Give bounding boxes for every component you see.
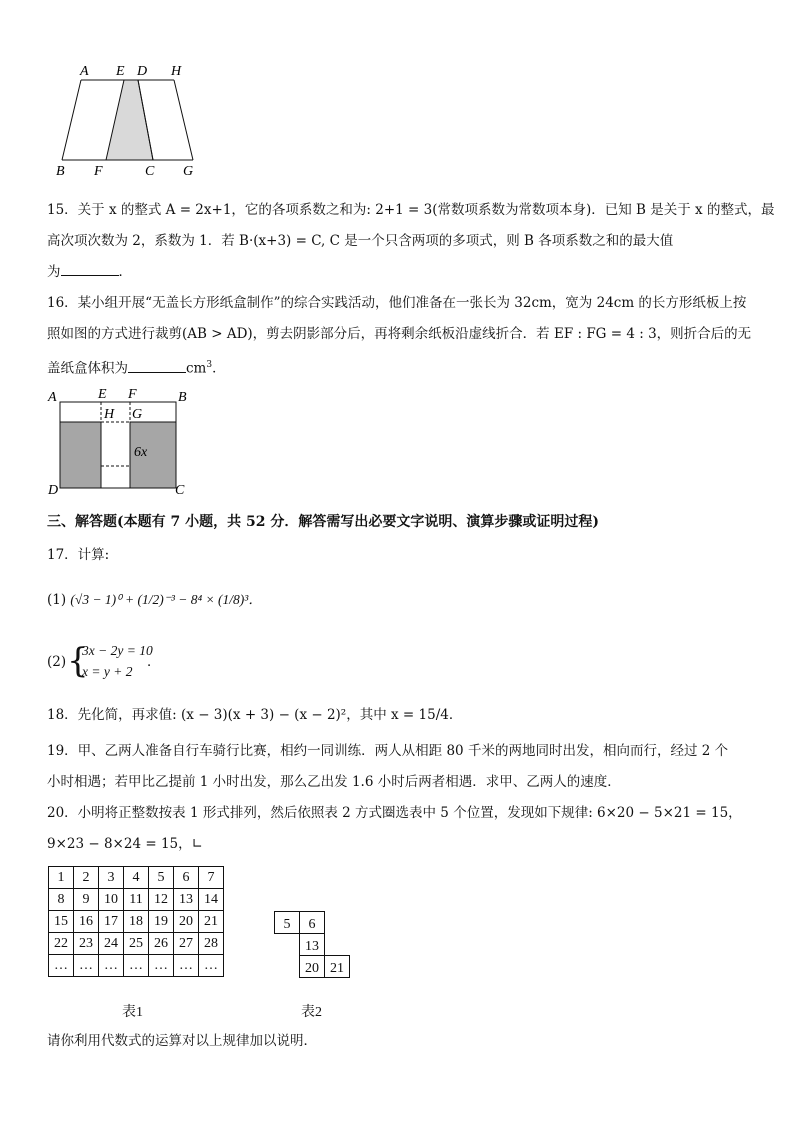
label-F: F (94, 164, 103, 179)
q15-line1: 15．关于 x 的整式 A = 2x+1，它的各项系数之和为: 2+1 = 3(常数项系数为常数项本身)．已知 B 是关于 x 的整式，最 (47, 202, 775, 218)
table1-cell: 4 (124, 867, 149, 889)
q17-p1-label: (1) (47, 592, 67, 608)
table2-cell: 20 (299, 955, 325, 978)
table1 (48, 866, 224, 977)
table1-cell: … (74, 955, 99, 977)
box-label-G: G (132, 407, 143, 422)
table1-cell: … (99, 955, 124, 977)
q17-p2-suffix: ． (147, 654, 161, 670)
q19-line2: 小时相遇；若甲比乙提前 1 小时出发，那么乙出发 1.6 小时后两者相遇．求甲、乙两人的速度． (47, 774, 621, 790)
table1-cell: 27 (174, 933, 199, 955)
box-label-D: D (48, 483, 59, 498)
table1-cell: 8 (49, 889, 74, 911)
table1-caption: 表1 (122, 1005, 143, 1020)
table1-cell: 25 (124, 933, 149, 955)
table1-cell: … (174, 955, 199, 977)
table1-cell: 14 (199, 889, 224, 911)
q17-part1 (47, 590, 262, 610)
table2-cell: 13 (299, 933, 325, 956)
q15-answer-blank[interactable] (61, 261, 119, 276)
table1-cell: … (49, 955, 74, 977)
q16-line3-suffix: ． (212, 360, 226, 377)
q15-line3-prefix: 为 (47, 264, 61, 280)
q19-line1: 19．甲、乙两人准备自行车骑行比赛，相约一同训练．两人从相距 80 千米的两地同时出发，相向而行，经过 2 个 (47, 743, 729, 759)
table1-cell: 17 (99, 911, 124, 933)
q16-line3 (47, 355, 226, 379)
table1-row (49, 955, 224, 977)
table1-cell: 18 (124, 911, 149, 933)
table1-cell: 13 (174, 889, 199, 911)
q17-p2-eq2: x = y + 2 (82, 664, 133, 679)
q17-p1-expression: (√3 − 1)⁰ + (1/2)⁻³ − 8⁴ × (1/8)³． (70, 592, 262, 607)
table2 (274, 911, 354, 977)
table1-cell: … (124, 955, 149, 977)
label-G: G (183, 164, 194, 179)
trapezoid-figure (50, 58, 210, 183)
table1-cell: 12 (149, 889, 174, 911)
box-cutting-figure (45, 386, 195, 498)
label-E: E (116, 64, 125, 79)
table1-cell: … (199, 955, 224, 977)
box-label-C: C (175, 483, 185, 498)
table2-cell: 6 (299, 911, 325, 934)
table2-cell: 21 (324, 955, 350, 978)
table1-cell: 2 (74, 867, 99, 889)
label-A: A (80, 64, 89, 79)
table1-cell: 20 (174, 911, 199, 933)
q16-line1: 16．某小组开展“无盖长方形纸盒制作”的综合实践活动，他们准备在一张长为 32cm，宽为 24cm 的长方形纸板上按 (47, 295, 747, 311)
table1-cell: 19 (149, 911, 174, 933)
table1-cell: 21 (199, 911, 224, 933)
table1-cell: 15 (49, 911, 74, 933)
table1-cell: … (149, 955, 174, 977)
q20-line1: 20．小明将正整数按表 1 形式排列，然后依照表 2 方式圈选表中 5 个位置，发现如下规律: 6×20 − 5×21 = 15， (47, 805, 742, 821)
table2-cell: 5 (274, 911, 300, 934)
table1-cell: 16 (74, 911, 99, 933)
section3-heading: 三、解答题(本题有 7 小题，共 52 分．解答需写出必要文字说明、演算步骤或证明过程) (47, 514, 599, 530)
table1-row (49, 889, 224, 911)
q16-answer-blank[interactable] (128, 358, 186, 373)
q20-line2: 9×23 − 8×24 = 15，∟ (47, 836, 203, 852)
q18-text: 18．先化简，再求值: (x − 3)(x + 3) − (x − 2)²，其中 x = 15/4． (47, 707, 463, 723)
table1-cell: 26 (149, 933, 174, 955)
label-C: C (145, 164, 155, 179)
q16-unit-exponent: 3 (206, 360, 213, 370)
table1-cell: 28 (199, 933, 224, 955)
table1-cell: 3 (99, 867, 124, 889)
box-label-F: F (128, 387, 137, 402)
label-H: H (171, 64, 182, 79)
label-B: B (56, 164, 65, 179)
table1-cell: 23 (74, 933, 99, 955)
box-label-H: H (104, 407, 115, 422)
table1-cell: 24 (99, 933, 124, 955)
table1-row (49, 933, 224, 955)
table1-cell: 9 (74, 889, 99, 911)
table1-cell: 10 (99, 889, 124, 911)
box-label-E: E (98, 387, 107, 402)
q15-line2: 高次项次数为 2，系数为 1．若 B·(x+3) = C, C 是一个只含两项的多项式，则 B 各项系数之和的最大值 (47, 233, 674, 249)
table1-row (49, 867, 224, 889)
q16-line3-prefix: 盖纸盒体积为 (47, 360, 128, 377)
q20-closing: 请你利用代数式的运算对以上规律加以说明． (47, 1033, 317, 1049)
brace-icon: { (67, 641, 89, 681)
q15-line3 (47, 261, 132, 282)
q15-line3-suffix: ． (118, 264, 132, 280)
q16-line2: 照如图的方式进行裁剪(AB > AD)，剪去阴影部分后，再将剩余纸板沿虚线折合．若 EF : FG = 4 : 3，则折合后的无 (47, 326, 752, 342)
table1-cell: 5 (149, 867, 174, 889)
q17-p2-eq1: 3x − 2y = 10 (82, 643, 153, 658)
shaded-left (60, 422, 101, 488)
table1-cell: 7 (199, 867, 224, 889)
q16-unit: cm (186, 360, 207, 377)
table1-row (49, 911, 224, 933)
table1-cell: 11 (124, 889, 149, 911)
table1-cell: 1 (49, 867, 74, 889)
table1-cell: 6 (174, 867, 199, 889)
table1-cell: 22 (49, 933, 74, 955)
table2-caption: 表2 (301, 1005, 322, 1020)
box-label-A: A (48, 390, 57, 405)
label-D: D (137, 64, 148, 79)
box-label-6x: 6x (134, 445, 148, 460)
q17-title: 17．计算: (47, 547, 110, 563)
box-label-B: B (178, 390, 187, 405)
q17-p2-label: (2) (47, 654, 67, 670)
